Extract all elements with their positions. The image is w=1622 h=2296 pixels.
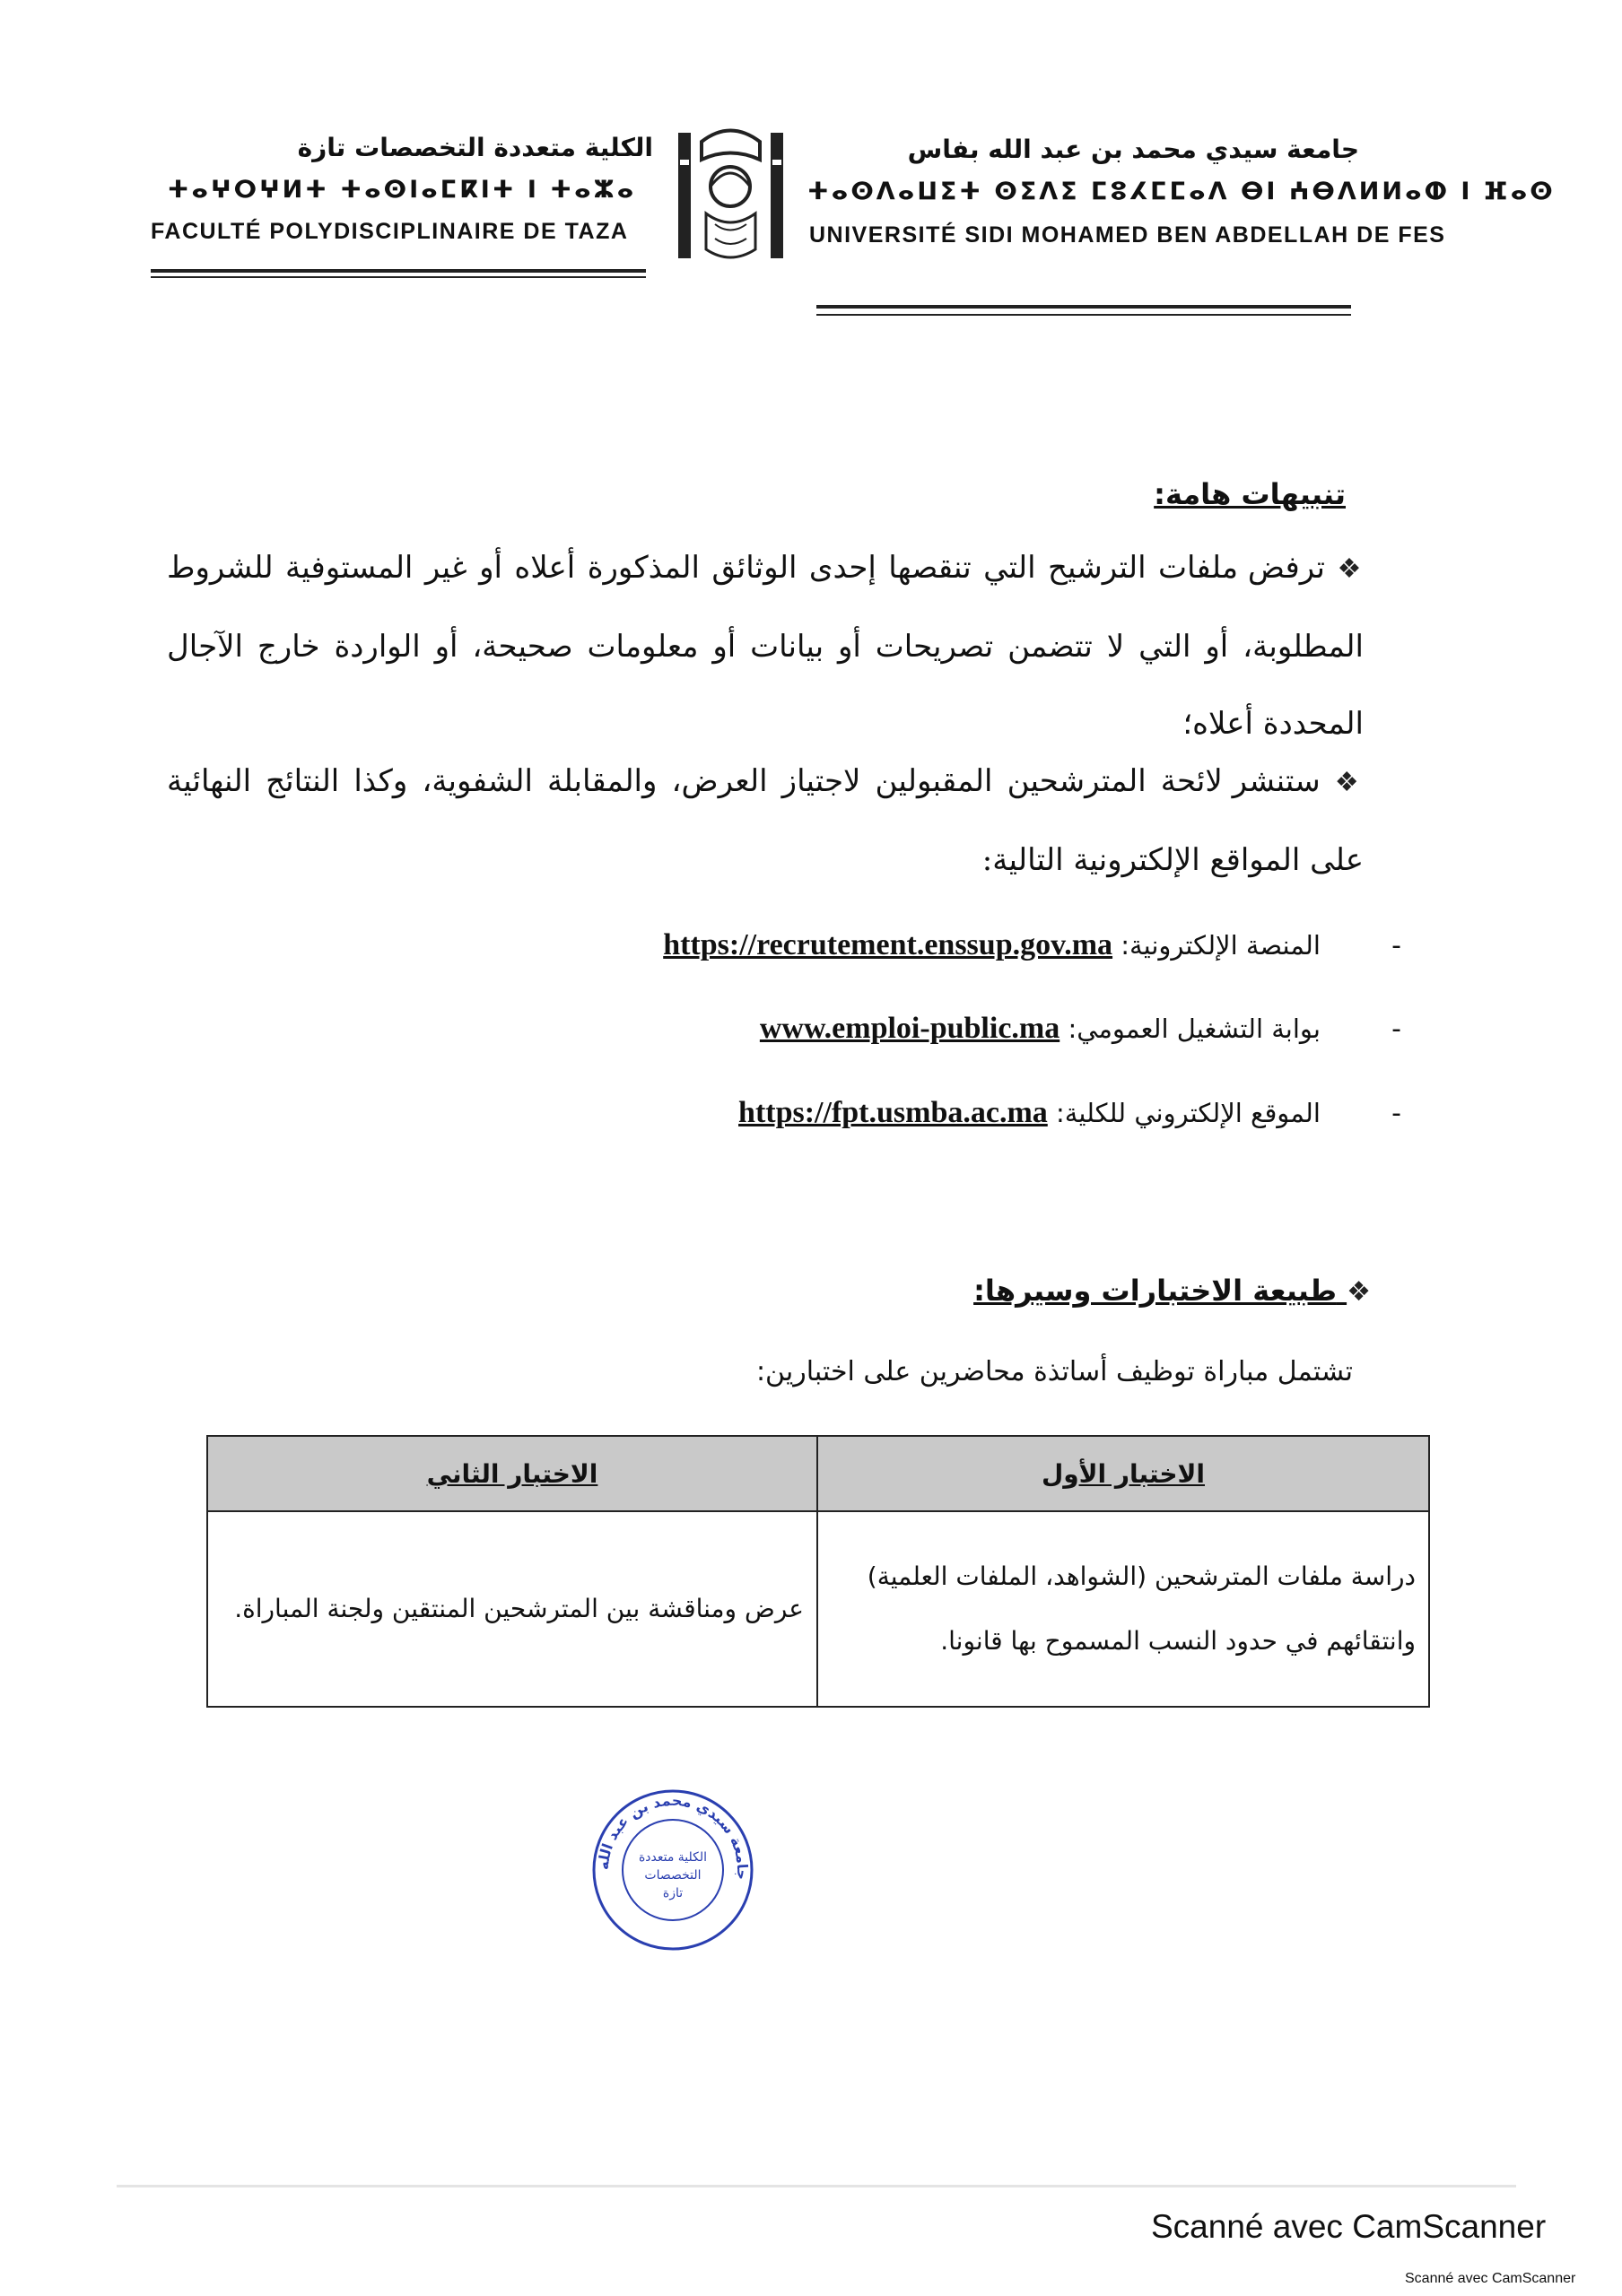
link-row-platform bbox=[663, 928, 1401, 962]
list-dash: - bbox=[1391, 1013, 1401, 1045]
camscanner-watermark-small: Scanné avec CamScanner bbox=[1405, 2271, 1576, 2286]
faculty-name-tifinagh: ⵜⴰⵖⵔⵖⵍⵜ ⵜⴰⵙⵏⴰⵎⴽⵏⵜ ⵏ ⵜⴰⵣⴰ bbox=[167, 176, 637, 204]
header-rule-right bbox=[816, 305, 1351, 309]
notes-bullet-2 bbox=[167, 743, 1364, 899]
faculty-name-arabic: الكلية متعددة التخصصات تازة bbox=[297, 133, 653, 162]
link-label-platform: المنصة الإلكترونية: bbox=[1121, 930, 1321, 961]
university-emblem bbox=[675, 124, 787, 269]
header-rule-left-2 bbox=[151, 276, 646, 278]
table-header-first-test: الاختبار الأول bbox=[817, 1436, 1429, 1511]
list-dash: - bbox=[1391, 930, 1401, 961]
link-label-faculty-site: الموقع الإلكتروني للكلية: bbox=[1056, 1098, 1321, 1128]
tests-heading-text: طبيعة الاختبارات وسيرها: bbox=[973, 1274, 1337, 1308]
tests-heading bbox=[973, 1274, 1371, 1308]
notes-bullet-1-text: ترفض ملفات الترشيح التي تنقصها إحدى الوثائق المذكورة أعلاه أو غير المستوفية للشروط المطلوبة، أو التي لا تتضمن تصريحات أو بيانات أو معلومات صحيحة، أو الواردة خارج الآجال المحددة أعلاه؛ bbox=[167, 550, 1364, 742]
first-test-line-2: وانتقائهم في حدود النسب المسموح بها قانونا. bbox=[940, 1626, 1416, 1656]
faculty-name-french: FACULTÉ POLYDISCIPLINAIRE DE TAZA bbox=[151, 219, 629, 244]
svg-text:تازة: تازة bbox=[662, 1886, 684, 1900]
svg-text:جامعة سيدي محمد بن عبد الله: جامعة سيدي محمد بن عبد الله bbox=[594, 1791, 752, 1881]
university-name-french: UNIVERSITÉ SIDI MOHAMED BEN ABDELLAH DE FES bbox=[809, 222, 1446, 248]
notes-bullet-1 bbox=[167, 529, 1364, 762]
scan-footer-line bbox=[117, 2185, 1516, 2187]
table-header-second-test: الاختبار الثاني bbox=[207, 1436, 817, 1511]
svg-text:الكلية متعددة: الكلية متعددة bbox=[638, 1850, 708, 1865]
header-rule-right-2 bbox=[816, 314, 1351, 316]
university-name-tifinagh: ⵜⴰⵙⴷⴰⵡⵉⵜ ⵙⵉⴷⵉ ⵎⵓⵃⵎⵎⴰⴷ ⴱⵏ ⵄⴱⴷⵍⵍⴰⵀ ⵏ ⴼⴰⵙ bbox=[807, 178, 1556, 205]
stamp-seal-icon bbox=[583, 1780, 763, 1960]
link-row-faculty-site bbox=[738, 1096, 1401, 1130]
link-row-emploi-public bbox=[760, 1012, 1401, 1046]
tests-intro: تشتمل مباراة توظيف أساتذة محاضرين على اختبارين: bbox=[755, 1356, 1353, 1387]
tests-table bbox=[206, 1435, 1430, 1708]
link-platform-url[interactable]: https://recrutement.enssup.gov.ma bbox=[663, 928, 1113, 961]
link-faculty-site-url[interactable]: https://fpt.usmba.ac.ma bbox=[738, 1096, 1048, 1129]
emblem-icon bbox=[675, 124, 787, 269]
svg-text:التخصصات: التخصصات bbox=[644, 1868, 702, 1883]
table-cell-first-test bbox=[817, 1511, 1429, 1707]
official-stamp bbox=[583, 1780, 763, 1963]
first-test-line-1: دراسة ملفات المترشحين (الشواهد، الملفات العلمية) bbox=[867, 1561, 1416, 1591]
table-cell-second-test: عرض ومناقشة بين المترشحين المنتقين ولجنة المباراة. bbox=[207, 1511, 817, 1707]
table-row bbox=[207, 1511, 1429, 1707]
camscanner-watermark-large: Scanné avec CamScanner bbox=[1151, 2208, 1547, 2245]
list-dash: - bbox=[1391, 1098, 1401, 1129]
notes-heading: تنبيهات هامة: bbox=[1154, 477, 1346, 511]
link-label-emploi-public: بوابة التشغيل العمومي: bbox=[1068, 1013, 1321, 1044]
bullet-icon: ❖ bbox=[1337, 553, 1364, 585]
university-name-arabic: جامعة سيدي محمد بن عبد الله بفاس bbox=[907, 135, 1359, 164]
link-emploi-public-url[interactable]: www.emploi-public.ma bbox=[759, 1012, 1060, 1045]
table-header-row bbox=[207, 1436, 1429, 1511]
bullet-icon: ❖ bbox=[1347, 1276, 1371, 1308]
notes-bullet-2-text: ستنشر لائحة المترشحين المقبولين لاجتياز العرض، والمقابلة الشفوية، وكذا النتائج النهائية على المواقع الإلكترونية التالية: bbox=[167, 763, 1364, 878]
header-rule-left bbox=[151, 269, 646, 273]
bullet-icon: ❖ bbox=[1334, 767, 1364, 798]
